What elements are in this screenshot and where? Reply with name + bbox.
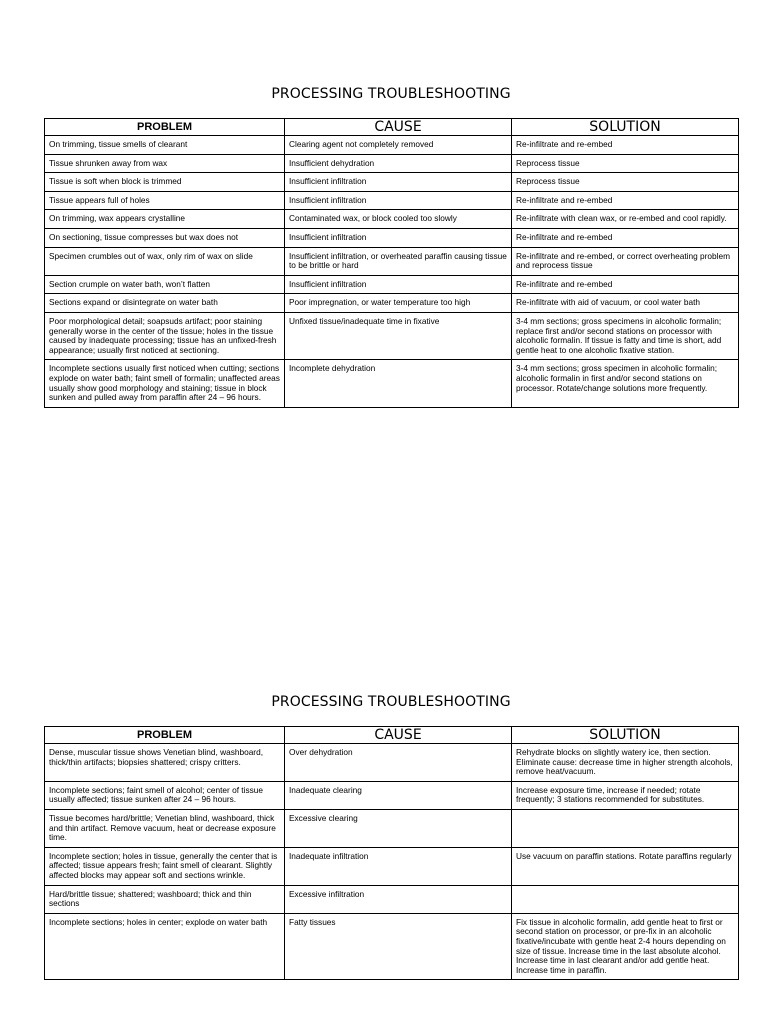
table-body [45,136,739,408]
problem-cell: Dense, muscular tissue shows Venetian blind, washboard, thick/thin artifacts; biopsies shattered; crispy critters. [45,744,285,782]
cause-cell: Clearing agent not completely removed [285,136,512,155]
solution-cell: Reprocess tissue [512,154,739,173]
table-row [45,360,739,407]
problem-cell: Sections expand or disintegrate on water bath [45,294,285,313]
problem-cell: Incomplete sections; holes in center; explode on water bath [45,913,285,980]
section-title: PROCESSING TROUBLESHOOTING [271,694,511,710]
cause-cell: Insufficient infiltration [285,173,512,192]
table-row [45,913,739,980]
cause-cell: Insufficient dehydration [285,154,512,173]
table-row [45,847,739,885]
solution-cell [512,885,739,913]
table-row [45,154,739,173]
cause-cell: Inadequate infiltration [285,847,512,885]
problem-cell: Tissue becomes hard/brittle; Venetian blind, washboard, thick and thin artifact. Remove vacuum, heat or decrease exposure time. [45,809,285,847]
table-row [45,312,739,359]
header-solution: SOLUTION [512,727,739,744]
table-row [45,809,739,847]
table-row [45,294,739,313]
problem-cell: Hard/brittle tissue; shattered; washboard; thick and thin sections [45,885,285,913]
solution-cell: Re-infiltrate and re-embed, or correct overheating problem and reprocess tissue [512,247,739,275]
problem-cell: On trimming, wax appears crystalline [45,210,285,229]
problem-cell: Poor morphological detail; soapsuds artifact; poor staining generally worse in the center of the tissue; holes in the tissue caused by inadequate processing; tissue has an unfixed-fresh appearance; usually first noticed at sectioning. [45,312,285,359]
solution-cell: Use vacuum on paraffin stations. Rotate paraffins regularly [512,847,739,885]
table-row [45,173,739,192]
table-row [45,744,739,782]
cause-cell: Contaminated wax, or block cooled too slowly [285,210,512,229]
table-header-row [45,727,739,744]
table-row [45,275,739,294]
troubleshooting-section-1 [44,86,738,408]
solution-cell: Rehydrate blocks on slightly watery ice, then section. Eliminate cause: decrease time in higher strength alcohols, remove heat/vacuum. [512,744,739,782]
problem-cell: On trimming, tissue smells of clearant [45,136,285,155]
solution-cell: 3-4 mm sections; gross specimens in alcoholic formalin; replace first and/or second stations on processor with alcoholic formalin. If tissue is fatty and time is short, add gentle heat to one alcoholic fixative station. [512,312,739,359]
solution-cell: Increase exposure time, increase if needed; rotate frequently; 3 stations recommended for substitutes. [512,781,739,809]
cause-cell: Inadequate clearing [285,781,512,809]
troubleshooting-section-2 [44,694,738,980]
table-row [45,228,739,247]
cause-cell: Excessive infiltration [285,885,512,913]
cause-cell: Insufficient infiltration [285,191,512,210]
header-problem: PROBLEM [45,727,285,744]
solution-cell: Re-infiltrate and re-embed [512,136,739,155]
cause-cell: Fatty tissues [285,913,512,980]
table-header-row [45,119,739,136]
problem-cell: Incomplete sections usually first noticed when cutting; sections explode on water bath; faint smell of formalin; unaffected areas usually show good morphology and staining; tissue in block sunken and pulled away from paraffin after 24 – 96 hours. [45,360,285,407]
cause-cell: Insufficient infiltration [285,228,512,247]
solution-cell: Re-infiltrate and re-embed [512,275,739,294]
problem-cell: Incomplete sections; faint smell of alcohol; center of tissue usually affected; tissue sunken after 24 – 96 hours. [45,781,285,809]
troubleshooting-table [44,726,739,980]
header-problem: PROBLEM [45,119,285,136]
cause-cell: Insufficient infiltration, or overheated paraffin causing tissue to be brittle or hard [285,247,512,275]
solution-cell: Fix tissue in alcoholic formalin, add gentle heat to first or second station on processor, or pre-fix in an alcoholic fixative/incubate with gentle heat 2-4 hours depending on size of tissue. Increase time in the last absolute alcohol. Increase time in last clearant and/or add gentle heat. Increase time in paraffin. [512,913,739,980]
solution-cell: Re-infiltrate and re-embed [512,191,739,210]
solution-cell: Re-infiltrate with aid of vacuum, or cool water bath [512,294,739,313]
solution-cell: 3-4 mm sections; gross specimen in alcoholic formalin; alcoholic formalin in first and/or second stations on processor. Rotate/change solutions more frequently. [512,360,739,407]
problem-cell: Specimen crumbles out of wax, only rim of wax on slide [45,247,285,275]
table-row [45,136,739,155]
problem-cell: Tissue appears full of holes [45,191,285,210]
table-row [45,191,739,210]
table-row [45,781,739,809]
cause-cell: Excessive clearing [285,809,512,847]
cause-cell: Insufficient infiltration [285,275,512,294]
problem-cell: Section crumple on water bath, won’t flatten [45,275,285,294]
solution-cell: Re-infiltrate and re-embed [512,228,739,247]
solution-cell [512,809,739,847]
header-cause: CAUSE [285,119,512,136]
cause-cell: Poor impregnation, or water temperature too high [285,294,512,313]
table-row [45,247,739,275]
problem-cell: Incomplete section; holes in tissue, generally the center that is affected; tissue appears fresh; faint smell of clearant. Slightly affected blocks may appear soft and sections wrinkle. [45,847,285,885]
cause-cell: Incomplete dehydration [285,360,512,407]
table-row [45,885,739,913]
header-cause: CAUSE [285,727,512,744]
cause-cell: Over dehydration [285,744,512,782]
troubleshooting-table [44,118,739,408]
problem-cell: Tissue is soft when block is trimmed [45,173,285,192]
header-solution: SOLUTION [512,119,739,136]
problem-cell: Tissue shrunken away from wax [45,154,285,173]
table-row [45,210,739,229]
problem-cell: On sectioning, tissue compresses but wax does not [45,228,285,247]
table-body [45,744,739,980]
solution-cell: Reprocess tissue [512,173,739,192]
section-title: PROCESSING TROUBLESHOOTING [271,86,511,102]
cause-cell: Unfixed tissue/inadequate time in fixative [285,312,512,359]
solution-cell: Re-infiltrate with clean wax, or re-embed and cool rapidly. [512,210,739,229]
